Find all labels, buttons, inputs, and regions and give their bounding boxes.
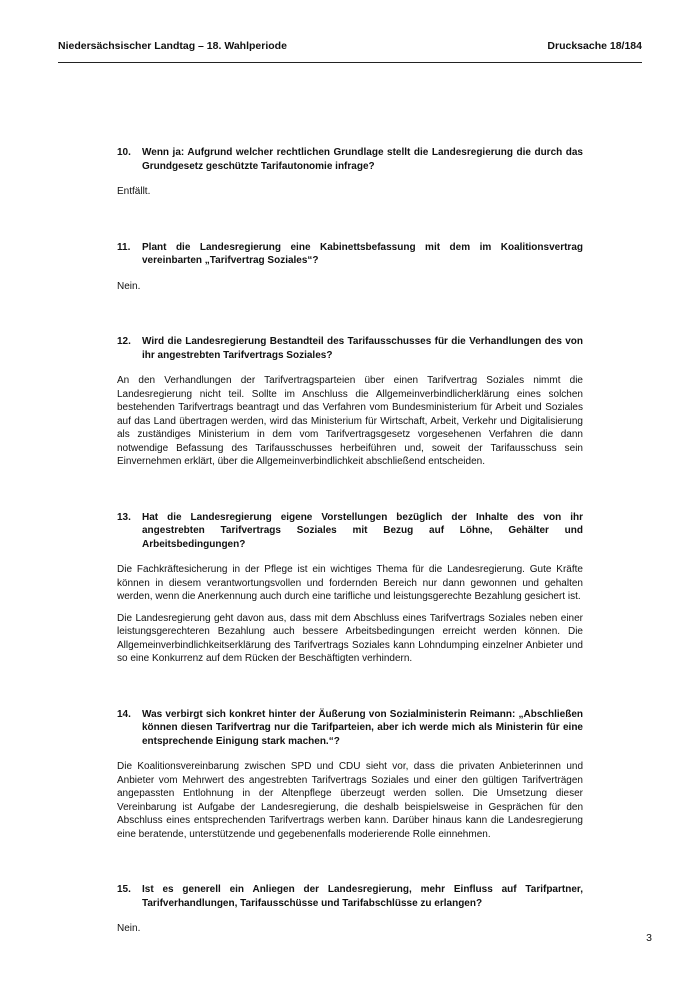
qa-item-10	[117, 146, 583, 199]
qa-item-15	[117, 883, 583, 936]
header-title: Niedersächsischer Landtag – 18. Wahlperiode	[58, 40, 287, 52]
qa-item-12	[117, 335, 583, 469]
question-text: Wenn ja: Aufgrund welcher rechtlichen Grundlage stellt die Landesregierung die durch das Grundgesetz geschützte Tarifautonomie infrage?	[142, 147, 583, 172]
question	[117, 335, 583, 362]
question-text: Wird die Landesregierung Bestandteil des Tarifausschusses für die Verhandlungen des von ihr angestrebten Tarifvertrags Soziales?	[142, 336, 583, 361]
question-number: 11.	[117, 241, 131, 253]
qa-item-11	[117, 241, 583, 294]
answer-text: Die Landesregierung geht davon aus, dass mit dem Abschluss eines Tarifvertrags Soziales neben einer leistungsgerechteren Bezahlung auch bessere Arbeitsbedingungen erreicht werden können. Die Allgemeinverbindlichkeitserklärung des Tarifvertrags Soziales kann Lohndumping einzelner Anbieter und so eine Konkurrenz auf dem Rücken der Beschäftigten verhindern.	[117, 612, 583, 664]
question	[117, 708, 583, 749]
question-text: Plant die Landesregierung eine Kabinettsbefassung mit dem im Koalitionsvertrag vereinbarten „Tarifvertrag Soziales“?	[142, 241, 583, 266]
question-text: Ist es generell ein Anliegen der Landesregierung, mehr Einfluss auf Tarifpartner, Tarifverhandlungen, Tarifausschüsse und Tarifabschlüsse zu erlangen?	[142, 884, 583, 909]
question-number: 12.	[117, 336, 131, 347]
question-text: Was verbirgt sich konkret hinter der Äußerung von Sozialministerin Reimann: „Abschließen können diesen Tarifvertrag nur die Tarifparteien, aber ich werde mich als Ministerin für eine entsprechende Einigung stark machen.“?	[142, 708, 583, 747]
question-number: 10.	[117, 147, 131, 158]
question-number: 15.	[117, 884, 131, 895]
question	[117, 511, 583, 552]
document-number: Drucksache 18/184	[547, 40, 642, 52]
answer-text: An den Verhandlungen der Tarifvertragsparteien über einen Tarifvertrag Soziales nimmt die Landesregierung nicht teil. Sollte im Anschluss die Allgemeinverbindlicherklärung eines solchen bestehenden Tarifvertrags beantragt und das Verfahren vom Bundesministerium für Arbeit und Soziales auf das Land übertragen werden, wird das Ministerium für Wirtschaft, Arbeit, Verkehr und Digitalisierung als zuständiges Ministerium in dem vom Tarifvertragsgesetz vorgesehenen Verfahren die dann notwendige Befassung des Tarifausschusses herbeiführen und, soweit der Tarifausschuss sein Einvernehmen erklärt, über die Allgemeinverbindlichkeit abschließend entscheiden.	[117, 375, 583, 467]
question-number: 14.	[117, 708, 131, 720]
answer-text: Nein.	[117, 280, 141, 292]
qa-item-14	[117, 708, 583, 842]
page-header	[58, 40, 642, 63]
answer-text: Nein.	[117, 923, 141, 934]
answer-text: Die Fachkräftesicherung in der Pflege ist ein wichtiges Thema für die Landesregierung. Gute Kräfte können in diesem verantwortungsvollen und fordernden Bereich nur dann gewonnen und gehalten werden, wenn die Anerkennung auch durch eine tarifliche und leistungsgerechte Bezahlung gesichert ist.	[117, 564, 583, 602]
question-text: Hat die Landesregierung eigene Vorstellungen bezüglich der Inhalte des von ihr angestrebten Tarifvertrags Soziales mit Bezug auf Löhne, Gehälter und Arbeitsbedingungen?	[142, 511, 583, 550]
qa-item-13	[117, 511, 583, 666]
page-number: 3	[646, 932, 652, 944]
answer-text: Die Koalitionsvereinbarung zwischen SPD und CDU sieht vor, dass die privaten Anbieterinnen und Anbieter vom Mehrwert des angestrebten Tarifvertrags Soziales und einer den gültigen Tarifverträgen angepassten Entlohnung in der Altenpflege überzeugt werden sollen. Die Umsetzung dieser Vereinbarung ist Aufgabe der Landesregierung, die deshalb beispielsweise in Gesprächen für den Abschluss eines entsprechenden Tarifvertrags werben kann. Darüber hinaus kann die Landesregierung eine beratende, unterstützende und gegebenenfalls moderierende Rolle einnehmen.	[117, 761, 583, 840]
answer-text: Entfällt.	[117, 186, 151, 197]
question	[117, 241, 583, 268]
question	[117, 146, 583, 173]
question	[117, 883, 583, 910]
question-number: 13.	[117, 511, 131, 523]
document-body	[117, 146, 583, 936]
